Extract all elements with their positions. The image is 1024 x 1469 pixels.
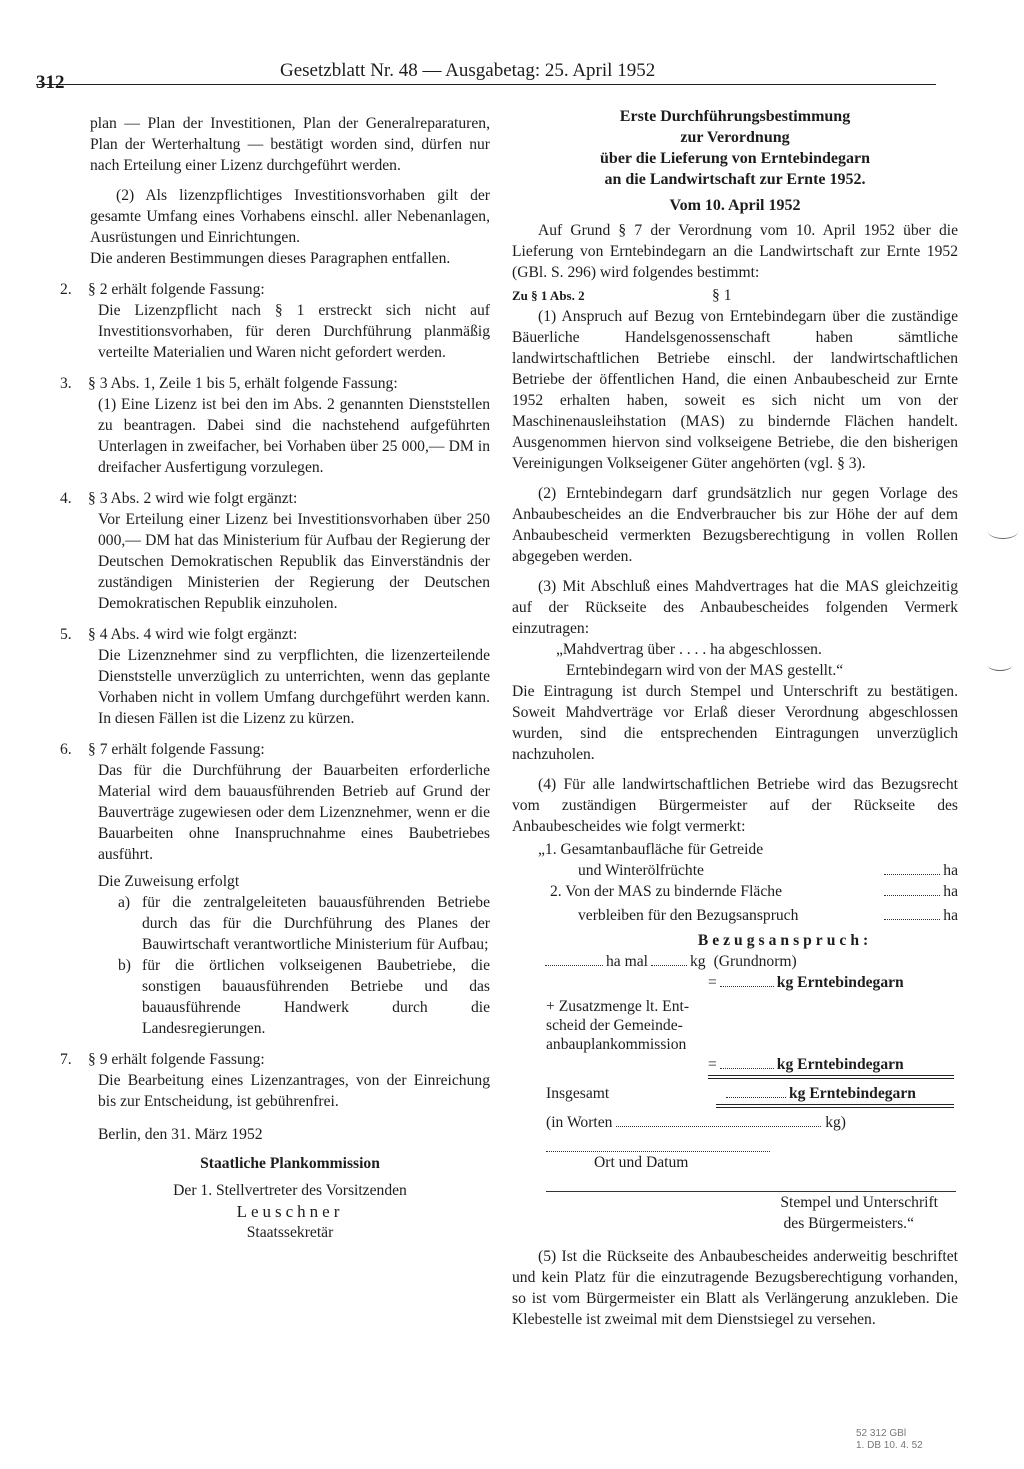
form-label: 2. Von der MAS zu bindernde Fläche [550,883,782,900]
form-fill [884,907,940,920]
allocation-item-a [118,892,490,955]
allocation-item-b [118,955,490,1039]
place-date-label: Ort und Datum [594,1154,689,1171]
item-body: Die Lizenzpflicht nach § 1 erstreckt sich nicht auf Investitionsvorhaben, für deren Durchführung planmäßig verteilte Materialien und Waren nicht gefordert werden. [98,302,490,361]
ordinance-date: Vom 10. April 1952 [669,197,801,214]
intro-paragraph: plan — Plan der Investitionen, Plan der Generalreparaturen, Plan der Werterhaltung — bestätigt worden sind, dürfen nur nach Erteilung einer Lizenz durchgeführt werden. [90,115,490,174]
item-number: 3. [60,375,72,392]
form-fill [726,1085,786,1098]
section-paragraph-5: (5) Ist die Rückseite des Anbaubescheides anderweitig beschriftet und kein Platz für die einzutragende Bezugsberechtigung vorhanden, so ist vom Bürgermeister ein Blatt als Verlängerung anzukleben. Die Klebestelle ist zweimal mit dem Dienstsiegel zu versehen. [512,1248,958,1328]
form-fill [616,1114,821,1127]
item-number: 6. [60,741,72,758]
item-number: 5. [60,626,72,643]
form-line-1b [578,860,958,881]
item-body: Vor Erteilung einer Lizenz bei Investitionsvorhaben über 250 000,— DM hat das Ministerium für Aufbau der Regierung der Deutschen Demokratischen Republik das Einverständnis der zuständigen Ministerien der Regierung der Deutschen Demokratischen Republik einzuholen. [98,511,490,612]
preamble: Auf Grund § 7 der Verordnung vom 10. April 1952 über die Lieferung von Erntebindegarn an die Landwirtschaft zur Ernte 1952 (GBl. S. 296) wird folgendes bestimmt: [512,222,958,281]
stamp-line: 52 312 GBl [856,1428,907,1439]
form-calc-line [542,951,958,972]
item-heading: § 7 erhält folgende Fassung: [88,741,265,758]
form-text: anbauplankommission [546,1036,687,1053]
amendment-item-6 [60,739,490,1039]
item-heading: § 3 Abs. 1, Zeile 1 bis 5, erhält folgende Fassung: [88,375,398,392]
entitlement-heading: Bezugsanspruch: [697,932,873,949]
quote-line-2: Erntebindegarn wird von der MAS gestellt.“ [566,662,844,679]
form-text: kg Erntebindegarn [776,1056,904,1073]
form-fill [651,953,687,966]
allocation-text: für die zentralgeleiteten bauausführenden Betriebe durch das für die Durchführung des Planes der Bauwirtschaft verantwortliche Ministerium für Aufbau; [142,894,490,953]
item-body: (1) Eine Lizenz ist bei den im Abs. 2 genannten Dienststellen zu beantragen. Dabei sind die nachstehend aufgeführten Unterlagen in zweifacher, bei Vorhaben über 25 000,— DM in dreifacher Ausfertigung vorzulegen. [98,396,490,476]
amendment-item-5 [60,624,490,729]
form-fill [545,953,603,966]
form-label: verbleiben für den Bezugsanspruch [578,907,799,924]
title-line: über die Lieferung von Erntebindegarn [600,150,870,167]
item-body: Die Bearbeitung eines Lizenzantrages, von der Einreichung bis zur Entscheidung, ist gebührenfrei. [98,1072,490,1110]
form-text: (in Worten [546,1114,613,1131]
section-paragraph-3b: Die Eintragung ist durch Stempel und Unterschrift zu bestätigen. Soweit Mahdverträge vor Erlaß dieser Verordnung abgeschlossen wurden, sind die entsprechenden Eintragungen unverzüglich nachzuholen. [512,683,958,763]
form-line-1a: „1. Gesamtanbaufläche für Getreide [538,841,764,858]
form-text: ha mal [606,953,648,970]
paragraph-2-note: Die anderen Bestimmungen dieses Paragraphen entfallen. [90,250,451,267]
form-unit: ha [943,907,958,924]
amendment-item-7 [60,1049,490,1112]
form-line-2 [550,881,958,902]
margin-pencil-mark [988,524,1018,539]
paragraph-2: (2) Als lizenzpflichtiges Investitionsvorhaben gilt der gesamte Umfang eines Vorhabens einschl. aller Nebenanlagen, Ausrüstungen und Einrichtungen. [90,187,490,246]
section-paragraph-2: (2) Erntebindegarn darf grundsätzlich nur gegen Vorlage des Anbaubescheides an die Endverbraucher bis zur Höhe der auf dem Anbaubescheid vermerkten Bezugsberechtigung in vollen Rollen abgegeben werden. [512,485,958,565]
item-heading: § 3 Abs. 2 wird wie folgt ergänzt: [88,490,298,507]
form-text: = [708,974,717,991]
in-words-line [546,1112,846,1133]
item-heading: § 4 Abs. 4 wird wie folgt ergänzt: [88,626,298,643]
form-text: kg [690,953,706,970]
signatory-title: Staatssekretär [246,1224,334,1241]
item-number: 7. [60,1051,72,1068]
section-heading [512,285,958,306]
form-label: und Winterölfrüchte [578,862,704,879]
section-paragraph-3: (3) Mit Abschluß eines Mahdvertrages hat die MAS gleichzeitig auf der Rückseite des Anbaubescheides folgenden Vermerk einzutragen: [512,578,958,637]
title-line: Erste Durchführungsbestimmung [619,108,851,125]
section-sign: § 1 [712,287,732,304]
quote-line-1: „Mahdvertrag über . . . . ha abgeschlossen. [556,641,822,658]
form-text: (Grundnorm) [713,953,797,970]
right-column [512,106,958,1330]
left-column [60,113,490,1243]
allocation-text: für die örtlichen volkseigenen Baubetriebe, die sonstigen bauausführenden Betriebe und das bauausführende Handwerk durch die Landesregierungen. [142,957,490,1037]
allocation-letter: b) [118,957,131,974]
form-text: kg Erntebindegarn [776,974,904,991]
title-line: zur Verordnung [680,129,790,146]
form-unit: ha [943,883,958,900]
signatory-organisation: Staatliche Plankommission [200,1155,380,1172]
form-text: kg Erntebindegarn [789,1085,916,1102]
amendment-item-3 [60,373,490,478]
ordinance-title [512,106,958,216]
supplement-result-line [708,1054,954,1079]
title-line: an die Landwirtschaft zur Ernte 1952. [604,171,866,188]
signature-label-1: Stempel und Unterschrift [780,1194,938,1211]
form-result-line [708,972,958,993]
section-paragraph-1: (1) Anspruch auf Bezug von Erntebindegarn über die zuständige Bäuerliche Handelsgenossenschaft haben sämtliche landwirtschaftlichen Betriebe einschl. der landwirtschaftlichen Betriebe der öffentlichen Hand, die einen Anbaubescheid zur Ernte 1952 erhalten haben, soweit es sich nicht um von der Maschinenausleihstation (MAS) zu bindernde Flächen handelt. Ausgenommen hiervon sind volkseigene Betriebe, die den bisherigen Vereinigungen Volkseigener Güter angehörten (vgl. § 3). [512,308,958,472]
allocation-list [98,892,490,1039]
supplement-label [546,997,958,1054]
header-rule [36,84,936,85]
signatory-name: Leuschner [236,1202,344,1221]
total-amount [716,1083,954,1108]
item-number: 2. [60,281,72,298]
allocation-letter: a) [118,894,131,911]
item-body: Die Lizenznehmer sind zu verpflichten, die lizenzerteilende Dienststelle unverzüglich zu unterrichten, wenn das geplante Vorhaben nicht in vollem Umfang durchgeführt werden kann. In diesen Fällen ist die Lizenz zu kürzen. [98,647,490,727]
amendment-item-4 [60,488,490,614]
form-fill [884,862,940,875]
form-text: Insgesamt [546,1085,610,1102]
margin-pencil-mark [988,660,1012,671]
form-line-3 [578,905,958,926]
signature-label-2: des Bürgermeisters.“ [783,1215,914,1232]
place-date-fill [546,1139,770,1152]
form-text: scheid der Gemeinde- [546,1017,683,1034]
section-reference: Zu § 1 Abs. 2 [512,288,585,303]
running-header: Gesetzblatt Nr. 48 — Ausgabetag: 25. April 1952 [280,60,656,81]
place-and-date: Berlin, den 31. März 1952 [98,1126,263,1143]
form-text: + Zusatzmenge lt. Ent- [546,998,690,1015]
form-fill [720,1056,774,1069]
archive-stamp [856,1428,923,1452]
stamp-line: 1. DB 10. 4. 52 [856,1440,923,1451]
page-number: 312 [36,72,65,93]
item-heading: § 2 erhält folgende Fassung: [88,281,265,298]
form-unit: ha [943,862,958,879]
section-paragraph-4: (4) Für alle landwirtschaftlichen Betriebe wird das Bezugsrecht vom zuständigen Bürgermeister auf der Rückseite des Anbaubescheides wie folgt vermerkt: [512,776,958,835]
allocation-intro: Die Zuweisung erfolgt [98,873,240,890]
item-heading: § 9 erhält folgende Fassung: [88,1051,265,1068]
entitlement-form [512,839,958,1234]
signatory-role: Der 1. Stellvertreter des Vorsitzenden [173,1182,407,1199]
item-number: 4. [60,490,72,507]
form-fill [884,883,940,896]
form-fill [720,974,774,987]
form-text: kg) [825,1114,846,1131]
item-body: Das für die Durchführung der Bauarbeiten erforderliche Material wird dem bauausführenden Betrieb auf Grund der Bauverträge zugewiesen oder dem Lizenznehmer, wenn er die Bauarbeiten ohne Inanspruchnahme eines Baubetriebes ausführt. [98,762,490,863]
total-line [546,1083,958,1108]
form-text: = [708,1056,717,1073]
amendment-item-2 [60,279,490,363]
